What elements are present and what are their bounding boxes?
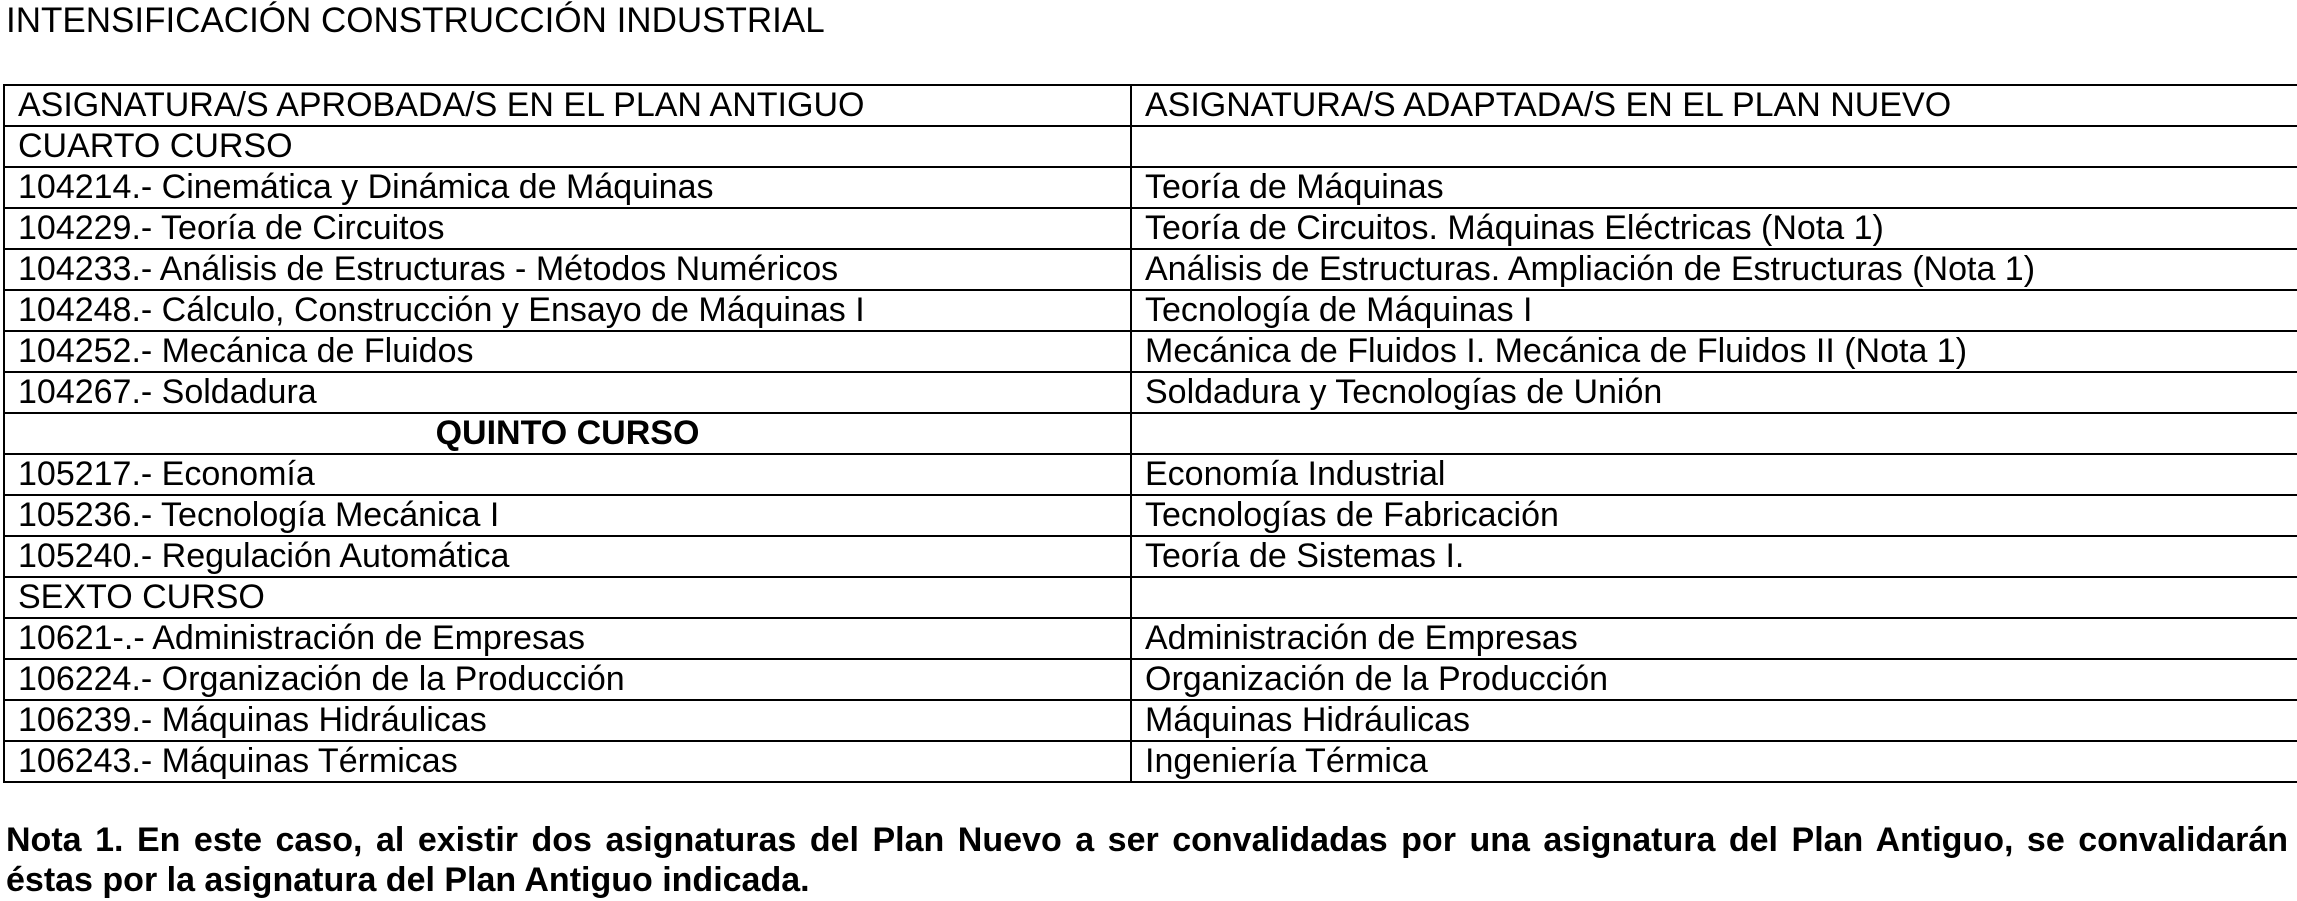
old-plan-subject: 105217.- Economía	[4, 454, 1131, 495]
empty-cell	[1131, 413, 2297, 454]
table-row	[4, 536, 2297, 577]
table-row	[4, 659, 2297, 700]
table-body	[4, 85, 2297, 782]
table-header-row	[4, 85, 2297, 126]
old-plan-subject: 104214.- Cinemática y Dinámica de Máquinas	[4, 167, 1131, 208]
new-plan-subject: Teoría de Máquinas	[1131, 167, 2297, 208]
course-heading: QUINTO CURSO	[4, 413, 1131, 454]
old-plan-subject: 106224.- Organización de la Producción	[4, 659, 1131, 700]
table-row	[4, 618, 2297, 659]
course-heading: CUARTO CURSO	[4, 126, 1131, 167]
old-plan-subject: 104233.- Análisis de Estructuras - Métodos Numéricos	[4, 249, 1131, 290]
new-plan-subject: Análisis de Estructuras. Ampliación de Estructuras (Nota 1)	[1131, 249, 2297, 290]
new-plan-subject: Ingeniería Térmica	[1131, 741, 2297, 782]
table-row	[4, 741, 2297, 782]
old-plan-subject: 105236.- Tecnología Mecánica I	[4, 495, 1131, 536]
footnote-label: Nota 1.	[6, 821, 124, 859]
new-plan-subject: Soldadura y Tecnologías de Unión	[1131, 372, 2297, 413]
new-plan-subject: Tecnología de Máquinas I	[1131, 290, 2297, 331]
table-row	[4, 495, 2297, 536]
equivalence-table	[3, 84, 2297, 783]
footnote	[6, 820, 2288, 900]
new-plan-subject: Mecánica de Fluidos I. Mecánica de Fluidos II (Nota 1)	[1131, 331, 2297, 372]
old-plan-subject: 104248.- Cálculo, Construcción y Ensayo de Máquinas I	[4, 290, 1131, 331]
table-row	[4, 454, 2297, 495]
table-row	[4, 167, 2297, 208]
old-plan-subject: 10621-.- Administración de Empresas	[4, 618, 1131, 659]
new-plan-subject: Tecnologías de Fabricación	[1131, 495, 2297, 536]
table-row	[4, 290, 2297, 331]
new-plan-subject: Máquinas Hidráulicas	[1131, 700, 2297, 741]
table-row	[4, 208, 2297, 249]
course-heading: SEXTO CURSO	[4, 577, 1131, 618]
new-plan-subject: Teoría de Circuitos. Máquinas Eléctricas (Nota 1)	[1131, 208, 2297, 249]
new-plan-subject: Administración de Empresas	[1131, 618, 2297, 659]
header-new-plan: ASIGNATURA/S ADAPTADA/S EN EL PLAN NUEVO	[1131, 85, 2297, 126]
page-title: INTENSIFICACIÓN CONSTRUCCIÓN INDUSTRIAL	[6, 1, 825, 40]
section-row	[4, 126, 2297, 167]
section-row	[4, 577, 2297, 618]
new-plan-subject: Economía Industrial	[1131, 454, 2297, 495]
footnote-text: En este caso, al existir dos asignaturas del Plan Nuevo a ser convalidadas por una asignatura del Plan Antiguo, se convalidarán éstas por la asignatura del Plan Antiguo indicada.	[6, 821, 2289, 899]
table-row	[4, 700, 2297, 741]
old-plan-subject: 106243.- Máquinas Térmicas	[4, 741, 1131, 782]
header-old-plan: ASIGNATURA/S APROBADA/S EN EL PLAN ANTIGUO	[4, 85, 1131, 126]
empty-cell	[1131, 577, 2297, 618]
new-plan-subject: Teoría de Sistemas I.	[1131, 536, 2297, 577]
table-row	[4, 249, 2297, 290]
old-plan-subject: 104229.- Teoría de Circuitos	[4, 208, 1131, 249]
old-plan-subject: 106239.- Máquinas Hidráulicas	[4, 700, 1131, 741]
section-row	[4, 413, 2297, 454]
old-plan-subject: 105240.- Regulación Automática	[4, 536, 1131, 577]
new-plan-subject: Organización de la Producción	[1131, 659, 2297, 700]
empty-cell	[1131, 126, 2297, 167]
table-row	[4, 331, 2297, 372]
old-plan-subject: 104267.- Soldadura	[4, 372, 1131, 413]
old-plan-subject: 104252.- Mecánica de Fluidos	[4, 331, 1131, 372]
table-row	[4, 372, 2297, 413]
